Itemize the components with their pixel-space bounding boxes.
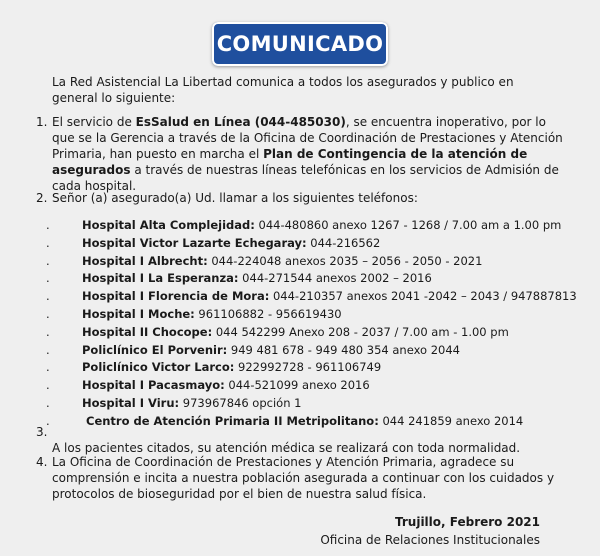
hospital-name: Hospital I Albrecht: (82, 253, 208, 268)
item-4-paragraph: La Oficina de Coordinación de Prestaciones y Atención Primaria, agradece su comprensión e incita a nuestra población asegurada a continuar con los cuidados y protocolos de bioseguridad por el bien de nuestra salud física. (52, 455, 555, 501)
hospital-name: Hospital I Pacasmayo: (82, 378, 225, 393)
hospital-phones: 044-271544 anexos 2002 – 2016 (238, 271, 432, 286)
hospital-entry (82, 254, 482, 268)
hospital-entry (82, 325, 509, 339)
hospital-name: Hospital Alta Complejidad: (82, 218, 255, 232)
hospital-phones: 044 241859 anexo 2014 (378, 413, 524, 428)
bullet: . (46, 378, 50, 393)
hospital-name: Hospital II Chocope: (82, 324, 213, 339)
item-4-number: 4. (36, 455, 48, 469)
hospital-name: Hospital I La Esperanza: (82, 271, 239, 286)
essalud-line-name: EsSalud en Línea (044-485030) (135, 115, 346, 129)
hospital-name: Policlínico Victor Larco: (82, 360, 235, 375)
bullet: . (46, 253, 50, 268)
hospital-name: Hospital I Viru: (82, 396, 180, 410)
signature-office: Oficina de Relaciones Institucionales (320, 533, 540, 547)
hospital-name: Policlínico El Porvenir: (82, 342, 228, 357)
hospital-entry (82, 236, 380, 250)
hospital-name: Hospital I Moche: (82, 307, 195, 321)
hospital-entry (86, 414, 523, 428)
item-1-number: 1. (36, 115, 48, 129)
bullet: . (46, 235, 50, 250)
item-1-text-a: El servicio de (52, 115, 136, 129)
item-2-number: 2. (36, 191, 48, 205)
hospital-phones: 044-521099 anexo 2016 (224, 378, 370, 393)
hospital-entry (82, 343, 460, 357)
hospital-phones: 044 542299 Anexo 208 - 2037 / 7.00 am - 1.00 pm (212, 324, 509, 339)
bullet: . (46, 396, 50, 410)
bullet: . (46, 413, 50, 428)
item-2-paragraph: Señor (a) asegurado(a) Ud. llamar a los siguientes teléfonos: (52, 191, 418, 205)
hospital-entry (82, 360, 381, 374)
hospital-name: Hospital I Florencia de Mora: (82, 289, 270, 304)
item-1-text-b: , se encuentra inoperativo, por lo que se la Gerencia a través de la Oficina de Coordinación de Prestaciones y Atención Primaria, han puesto en marcha el (52, 115, 563, 161)
hospital-entry (82, 218, 561, 232)
bullet: . (46, 218, 50, 232)
hospital-phones: 973967846 opción 1 (179, 396, 302, 410)
hospital-entry (82, 271, 432, 285)
bullet: . (46, 360, 50, 375)
hospital-phones: 961106882 - 956619430 (194, 307, 342, 321)
title-badge: COMUNICADO (212, 22, 388, 66)
hospital-entry (82, 307, 342, 321)
hospital-name: Centro de Atención Primaria II Metripolitano: (86, 413, 379, 428)
signature-date: Trujillo, Febrero 2021 (395, 515, 540, 529)
hospital-name: Hospital Victor Lazarte Echegaray: (82, 235, 307, 250)
hospital-phones: 044-224048 anexos 2035 – 2056 - 2050 - 2021 (207, 253, 483, 268)
bullet: . (46, 324, 50, 339)
hospital-phones: 044-216562 (306, 235, 381, 250)
item-3-number: 3. (36, 425, 48, 439)
bullet: . (46, 342, 50, 357)
hospital-phones: 044-480860 anexo 1267 - 1268 / 7.00 am a 1.00 pm (254, 218, 562, 232)
bullet: . (46, 271, 50, 286)
intro-paragraph: La Red Asistencial La Libertad comunica a todos los asegurados y publico en general lo siguiente: (52, 75, 514, 105)
item-3-paragraph: A los pacientes citados, su atención médica se realizará con toda normalidad. (52, 441, 521, 455)
hospital-phones: 044-210357 anexos 2041 -2042 – 2043 / 947887813 (269, 289, 577, 304)
item-1-paragraph (52, 114, 564, 194)
hospital-entry (82, 396, 301, 410)
contingency-plan-name: Plan de Contingencia de la atención de asegurados (52, 147, 528, 177)
hospital-phones: 922992728 - 961106749 (234, 360, 382, 375)
bullet: . (46, 289, 50, 304)
hospital-entry (82, 378, 370, 392)
hospital-entry (82, 289, 577, 303)
item-1-text-c: a través de nuestras líneas telefónicas en los servicios de Admisión de cada hospital. (52, 163, 559, 193)
hospital-phones: 949 481 678 - 949 480 354 anexo 2044 (227, 342, 460, 357)
bullet: . (46, 307, 50, 321)
